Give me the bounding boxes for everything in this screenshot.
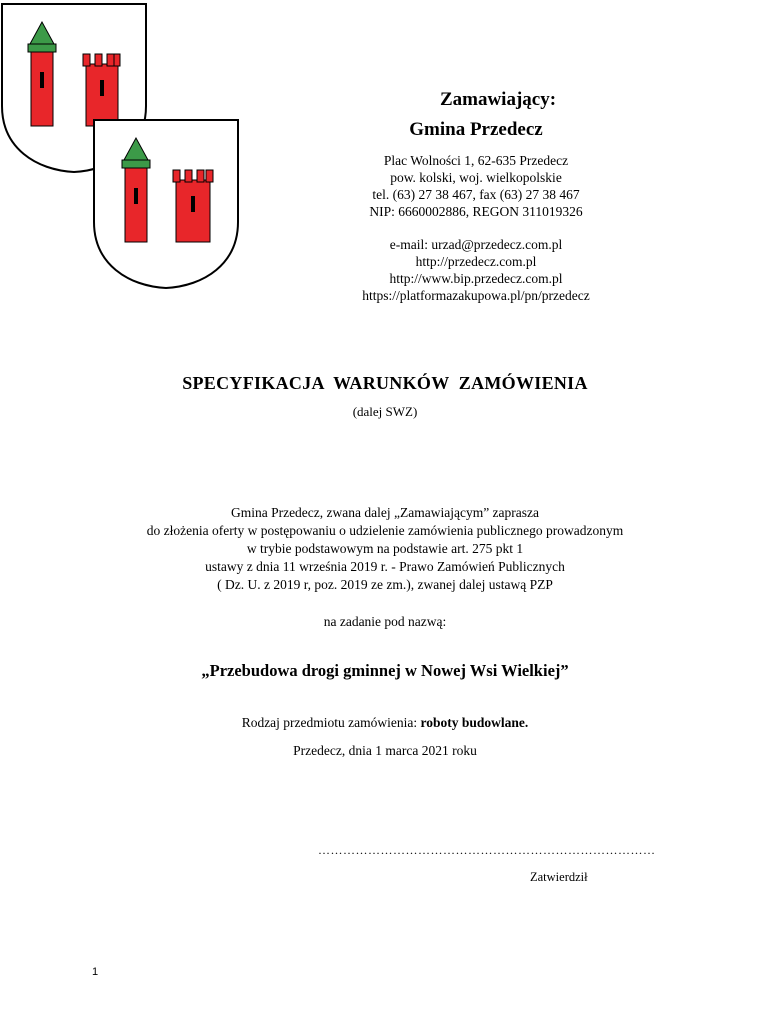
document-title: SPECYFIKACJA WARUNKÓW ZAMÓWIENIA	[182, 373, 588, 393]
contact-block	[330, 236, 650, 304]
header-title: Zamawiający:	[439, 89, 557, 110]
platform-link[interactable]: https://platformazakupowa.pl/pn/przedecz	[362, 288, 590, 303]
contracting-authority-header	[330, 88, 650, 304]
address-line: tel. (63) 27 38 467, fax (63) 27 38 467	[372, 187, 580, 202]
website-link[interactable]: http://przedecz.com.pl	[415, 254, 537, 269]
signature-label: Zatwierdził	[530, 870, 588, 884]
intro-paragraph	[0, 504, 770, 594]
subject-line	[0, 715, 770, 731]
address-line: NIP: 6660002886, REGON 311019326	[369, 204, 583, 219]
intro-line: ( Dz. U. z 2019 r, poz. 2019 ze zm.), zwanej dalej ustawą PZP	[217, 577, 553, 592]
intro-line: Gmina Przedecz, zwana dalej „Zamawiającym” zaprasza	[230, 505, 540, 520]
task-name: „Przebudowa drogi gminnej w Nowej Wsi Wielkiej”	[201, 661, 569, 680]
tower-right-icon	[173, 170, 213, 242]
tower-right-icon	[83, 54, 120, 126]
bip-link[interactable]: http://www.bip.przedecz.com.pl	[389, 271, 563, 286]
signature-dotted-line: ………………………………………………………………………	[318, 843, 656, 857]
intro-line: ustawy z dnia 11 września 2019 r. - Prawo Zamówień Publicznych	[205, 559, 565, 574]
intro-line: do złożenia oferty w postępowaniu o udzielenie zamówienia publicznego prowadzonym	[146, 523, 624, 538]
intro-line: w trybie podstawowym na podstawie art. 275 pkt 1	[246, 541, 524, 556]
page-number: 1	[92, 966, 99, 978]
subject-label: Rodzaj przedmiotu zamówienia:	[241, 715, 418, 730]
authority-name: Gmina Przedecz	[409, 119, 543, 140]
coat-of-arms-icon	[92, 118, 240, 290]
address-line: pow. kolski, woj. wielkopolskie	[390, 170, 562, 185]
task-label: na zadanie pod nazwą:	[323, 614, 447, 629]
address-line: Plac Wolności 1, 62-635 Przedecz	[383, 153, 569, 168]
subject-value: roboty budowlane.	[420, 715, 529, 730]
email-link[interactable]: e-mail: urzad@przedecz.com.pl	[389, 237, 563, 252]
date-line: Przedecz, dnia 1 marca 2021 roku	[293, 743, 477, 758]
document-subtitle: (dalej SWZ)	[352, 404, 418, 419]
address-block	[330, 152, 650, 220]
